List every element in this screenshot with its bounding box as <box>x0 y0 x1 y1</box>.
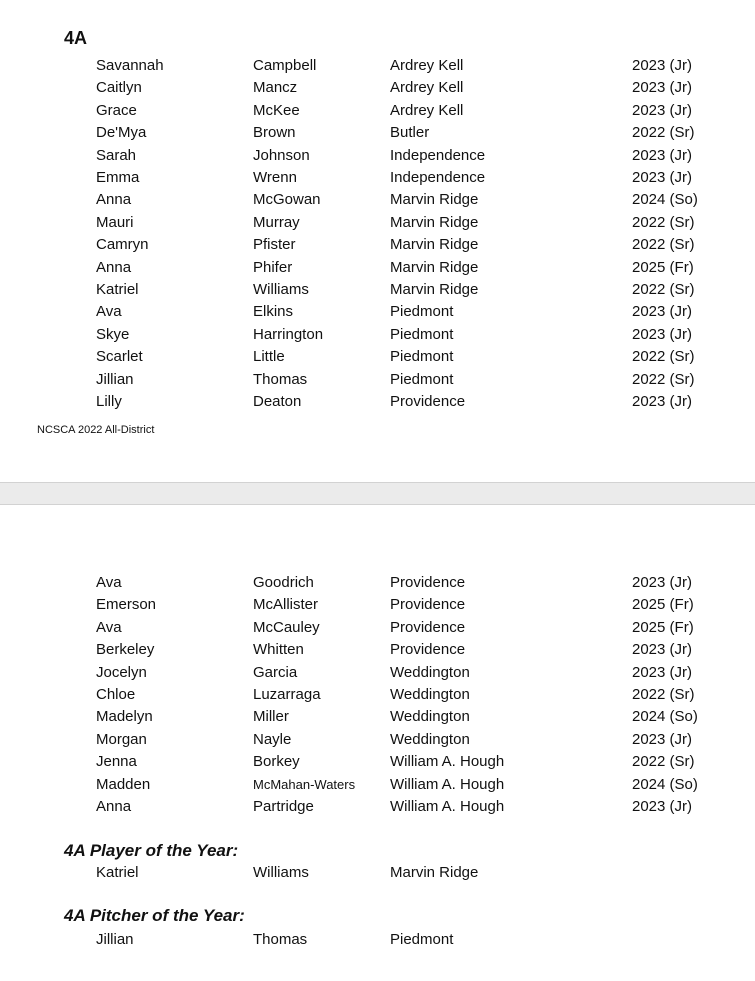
school-name: Piedmont <box>390 325 454 343</box>
first-name: Scarlet <box>96 348 143 366</box>
table-row <box>0 346 755 368</box>
first-name: Grace <box>96 101 137 119</box>
class-year: 2023 (Jr) <box>632 574 693 591</box>
class-year: 2024 (So) <box>632 775 698 793</box>
table-row <box>0 279 755 301</box>
table-row <box>0 774 755 796</box>
table-row <box>0 617 755 639</box>
last-name: Miller <box>253 708 289 726</box>
first-name: Madden <box>96 775 151 793</box>
school-name: Weddington <box>390 708 470 726</box>
first-name: Anna <box>96 258 132 276</box>
class-year: 2022 (Sr) <box>632 753 695 771</box>
school-name: Weddington <box>390 730 470 748</box>
last-name: Phifer <box>253 258 293 276</box>
table-row <box>0 145 755 167</box>
last-name: Williams <box>253 864 309 881</box>
school-name: Butler <box>390 124 430 142</box>
last-name: McGowan <box>253 191 321 209</box>
first-name: Madelyn <box>96 708 153 726</box>
table-row <box>0 684 755 706</box>
table-row <box>0 662 755 684</box>
school-name: Weddington <box>390 663 470 681</box>
table-row <box>0 167 755 189</box>
table-row <box>0 369 755 391</box>
first-name: Emerson <box>96 596 157 614</box>
table-row <box>0 391 755 413</box>
school-name: Providence <box>390 596 466 614</box>
table-row <box>0 796 755 818</box>
school-name: Piedmont <box>390 348 454 366</box>
class-year: 2023 (Jr) <box>632 303 693 321</box>
school-name: Independence <box>390 169 486 186</box>
last-name: Goodrich <box>253 574 314 591</box>
last-name: Mancz <box>253 79 298 97</box>
first-name: Berkeley <box>96 641 155 659</box>
first-name: Anna <box>96 798 132 815</box>
class-year: 2023 (Jr) <box>632 169 693 186</box>
class-year: 2023 (Jr) <box>632 79 693 97</box>
school-name: Ardrey Kell <box>390 79 464 97</box>
class-year: 2022 (Sr) <box>632 124 695 142</box>
first-name: Jocelyn <box>96 663 147 681</box>
school-name: Providence <box>390 641 466 659</box>
class-year: 2023 (Jr) <box>632 325 693 343</box>
first-name: Lilly <box>96 393 122 410</box>
last-name: Thomas <box>253 931 308 948</box>
last-name: Partridge <box>253 798 314 815</box>
last-name: Nayle <box>253 730 292 748</box>
last-name: Elkins <box>253 303 294 321</box>
table-row <box>0 77 755 99</box>
pitcher-of-year-heading: 4A Pitcher of the Year: <box>64 906 245 925</box>
class-year: 2023 (Jr) <box>632 641 693 659</box>
last-name: McCauley <box>253 618 320 636</box>
table-row <box>0 324 755 346</box>
table-row <box>0 751 755 773</box>
school-name: Piedmont <box>390 370 454 388</box>
last-name: Thomas <box>253 370 308 388</box>
school-name: Marvin Ridge <box>390 258 479 276</box>
school-name: Marvin Ridge <box>390 864 479 881</box>
first-name: Jillian <box>96 931 134 948</box>
class-year: 2022 (Sr) <box>632 348 695 366</box>
school-name: Marvin Ridge <box>390 281 479 298</box>
table-row <box>0 729 755 751</box>
school-name: Independence <box>390 146 486 164</box>
first-name: Katriel <box>96 281 139 298</box>
section-heading-4a: 4A <box>64 28 88 48</box>
school-name: Providence <box>390 574 466 591</box>
document-page-1 <box>0 0 755 482</box>
last-name: Deaton <box>253 393 302 410</box>
table-row <box>0 55 755 77</box>
class-year: 2022 (Sr) <box>632 213 695 231</box>
first-name: Camryn <box>96 236 149 254</box>
school-name: Providence <box>390 618 466 636</box>
school-name: Marvin Ridge <box>390 213 479 231</box>
school-name: Marvin Ridge <box>390 236 479 254</box>
first-name: Skye <box>96 325 130 343</box>
class-year: 2023 (Jr) <box>632 798 693 815</box>
first-name: Emma <box>96 169 140 186</box>
table-row <box>0 572 755 594</box>
class-year: 2023 (Jr) <box>632 730 693 748</box>
school-name: Piedmont <box>390 931 454 948</box>
last-name: McAllister <box>253 596 319 614</box>
school-name: Marvin Ridge <box>390 191 479 209</box>
class-year: 2023 (Jr) <box>632 663 693 681</box>
class-year: 2022 (Sr) <box>632 236 695 254</box>
last-name: McMahan-Waters <box>253 776 356 792</box>
table-row <box>0 234 755 256</box>
class-year: 2022 (Sr) <box>632 370 695 388</box>
pitcher-of-year-row <box>0 929 755 951</box>
first-name: Mauri <box>96 213 134 231</box>
first-name: Ava <box>96 574 122 591</box>
class-year: 2025 (Fr) <box>632 596 694 614</box>
table-row <box>0 594 755 616</box>
table-row <box>0 257 755 279</box>
last-name: Borkey <box>253 753 300 771</box>
player-of-year-heading: 4A Player of the Year: <box>64 841 239 860</box>
last-name: Harrington <box>253 325 324 343</box>
first-name: Sarah <box>96 146 137 164</box>
class-year: 2022 (Sr) <box>632 281 695 298</box>
last-name: Luzarraga <box>253 686 321 703</box>
first-name: Savannah <box>96 57 164 74</box>
last-name: Brown <box>253 124 296 142</box>
first-name: Ava <box>96 618 122 636</box>
class-year: 2025 (Fr) <box>632 258 694 276</box>
last-name: Murray <box>253 213 300 231</box>
school-name: Ardrey Kell <box>390 101 464 119</box>
last-name: Whitten <box>253 641 304 659</box>
first-name: Jillian <box>96 370 134 388</box>
table-row <box>0 100 755 122</box>
first-name: Anna <box>96 191 132 209</box>
first-name: Jenna <box>96 753 137 771</box>
class-year: 2022 (Sr) <box>632 686 695 703</box>
first-name: Chloe <box>96 686 136 703</box>
school-name: Piedmont <box>390 303 454 321</box>
first-name: De'Mya <box>96 124 147 142</box>
class-year: 2024 (So) <box>632 708 698 726</box>
school-name: William A. Hough <box>390 798 505 815</box>
last-name: McKee <box>253 101 300 119</box>
first-name: Katriel <box>96 864 139 881</box>
school-name: William A. Hough <box>390 753 505 771</box>
last-name: Pfister <box>253 236 296 254</box>
player-of-year-row <box>0 862 755 884</box>
first-name: Caitlyn <box>96 79 142 97</box>
class-year: 2023 (Jr) <box>632 101 693 119</box>
page-separator <box>0 482 755 505</box>
document-page-2 <box>0 505 755 981</box>
table-row <box>0 301 755 323</box>
class-year: 2025 (Fr) <box>632 618 694 636</box>
school-name: Providence <box>390 393 466 410</box>
school-name: Ardrey Kell <box>390 57 464 74</box>
table-row <box>0 639 755 661</box>
first-name: Ava <box>96 303 122 321</box>
class-year: 2023 (Jr) <box>632 146 693 164</box>
class-year: 2024 (So) <box>632 191 698 209</box>
first-name: Morgan <box>96 730 147 748</box>
school-name: Weddington <box>390 686 470 703</box>
last-name: Garcia <box>253 663 298 681</box>
table-row <box>0 189 755 211</box>
class-year: 2023 (Jr) <box>632 57 693 74</box>
last-name: Little <box>253 348 285 366</box>
last-name: Wrenn <box>253 169 297 186</box>
table-row <box>0 212 755 234</box>
table-row <box>0 706 755 728</box>
footer-caption: NCSCA 2022 All-District <box>37 424 155 436</box>
last-name: Johnson <box>253 146 310 164</box>
class-year: 2023 (Jr) <box>632 393 693 410</box>
table-row <box>0 122 755 144</box>
school-name: William A. Hough <box>390 775 505 793</box>
last-name: Williams <box>253 281 309 298</box>
last-name: Campbell <box>253 57 317 74</box>
